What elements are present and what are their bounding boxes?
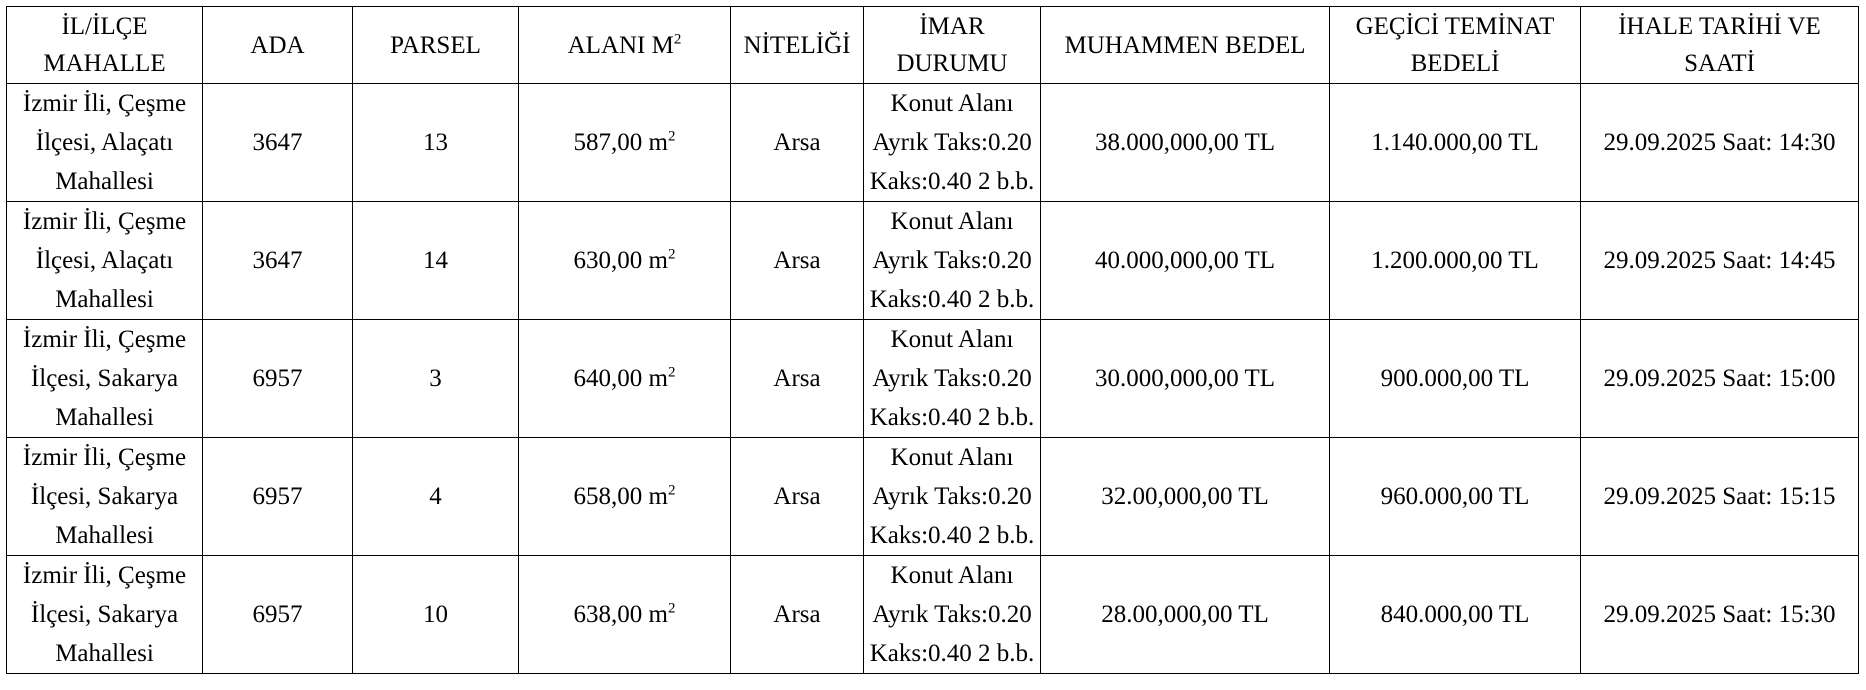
header-ada bbox=[203, 7, 353, 84]
location-line2: İlçesi, Alaçatı bbox=[35, 247, 174, 274]
alan-value: 658,00 m bbox=[573, 483, 668, 510]
cell-teminat: 960.000,00 TL bbox=[1330, 438, 1581, 556]
cell-parsel: 4 bbox=[353, 438, 519, 556]
cell-ada: 3647 bbox=[203, 202, 353, 320]
cell-imar bbox=[864, 202, 1041, 320]
header-imar-line2: DURUMU bbox=[896, 50, 1008, 77]
table-body bbox=[7, 84, 1859, 674]
location-line3: Mahallesi bbox=[55, 640, 154, 667]
cell-parsel: 10 bbox=[353, 556, 519, 674]
table-row bbox=[7, 202, 1859, 320]
alan-sup: 2 bbox=[667, 128, 676, 145]
cell-nitelik: Arsa bbox=[731, 438, 864, 556]
location-line1: İzmir İli, Çeşme bbox=[22, 208, 187, 235]
cell-alan bbox=[519, 438, 731, 556]
header-bedel-label: MUHAMMEN BEDEL bbox=[1064, 31, 1306, 59]
location-line2: İlçesi, Sakarya bbox=[30, 483, 179, 510]
header-alan bbox=[519, 7, 731, 84]
cell-parsel: 3 bbox=[353, 320, 519, 438]
cell-ada: 3647 bbox=[203, 84, 353, 202]
cell-alan bbox=[519, 556, 731, 674]
alan-sup: 2 bbox=[667, 246, 676, 263]
header-teminat-line2: BEDELİ bbox=[1410, 50, 1500, 77]
imar-line2: Ayrık Taks:0.20 bbox=[872, 129, 1032, 156]
imar-line3: Kaks:0.40 2 b.b. bbox=[869, 404, 1035, 431]
header-nitelik-label: NİTELİĞİ bbox=[743, 31, 851, 59]
imar-line3: Kaks:0.40 2 b.b. bbox=[869, 522, 1035, 549]
cell-teminat: 1.200.000,00 TL bbox=[1330, 202, 1581, 320]
location-line3: Mahallesi bbox=[55, 404, 154, 431]
cell-nitelik: Arsa bbox=[731, 556, 864, 674]
location-line1: İzmir İli, Çeşme bbox=[22, 90, 187, 117]
header-tarih bbox=[1581, 7, 1859, 84]
cell-parsel: 13 bbox=[353, 84, 519, 202]
table-row bbox=[7, 84, 1859, 202]
alan-sup: 2 bbox=[667, 482, 676, 499]
cell-teminat: 900.000,00 TL bbox=[1330, 320, 1581, 438]
header-nitelik bbox=[731, 7, 864, 84]
imar-line1: Konut Alanı bbox=[890, 444, 1014, 471]
cell-imar bbox=[864, 438, 1041, 556]
cell-nitelik: Arsa bbox=[731, 84, 864, 202]
cell-location bbox=[7, 438, 203, 556]
location-line2: İlçesi, Alaçatı bbox=[35, 129, 174, 156]
cell-imar bbox=[864, 84, 1041, 202]
cell-location bbox=[7, 84, 203, 202]
cell-imar bbox=[864, 320, 1041, 438]
header-row bbox=[7, 7, 1859, 84]
header-parsel bbox=[353, 7, 519, 84]
cell-tarih: 29.09.2025 Saat: 14:30 bbox=[1581, 84, 1859, 202]
cell-alan bbox=[519, 202, 731, 320]
cell-alan bbox=[519, 84, 731, 202]
table-row bbox=[7, 438, 1859, 556]
location-line1: İzmir İli, Çeşme bbox=[22, 444, 187, 471]
cell-ada: 6957 bbox=[203, 438, 353, 556]
header-tarih-line2: SAATİ bbox=[1684, 50, 1755, 77]
auction-table bbox=[6, 6, 1859, 674]
table-row bbox=[7, 320, 1859, 438]
header-location bbox=[7, 7, 203, 84]
cell-alan bbox=[519, 320, 731, 438]
imar-line3: Kaks:0.40 2 b.b. bbox=[869, 286, 1035, 313]
imar-line2: Ayrık Taks:0.20 bbox=[872, 365, 1032, 392]
cell-location bbox=[7, 202, 203, 320]
cell-teminat: 840.000,00 TL bbox=[1330, 556, 1581, 674]
header-alan-sup: 2 bbox=[673, 31, 682, 48]
cell-location bbox=[7, 556, 203, 674]
location-line2: İlçesi, Sakarya bbox=[30, 601, 179, 628]
cell-nitelik: Arsa bbox=[731, 202, 864, 320]
header-ada-label: ADA bbox=[250, 31, 305, 59]
cell-ada: 6957 bbox=[203, 320, 353, 438]
alan-sup: 2 bbox=[667, 600, 676, 617]
table-header bbox=[7, 7, 1859, 84]
imar-line3: Kaks:0.40 2 b.b. bbox=[869, 168, 1035, 195]
header-teminat-line1: GEÇİCİ TEMİNAT bbox=[1355, 13, 1555, 40]
header-bedel bbox=[1041, 7, 1330, 84]
table-row bbox=[7, 556, 1859, 674]
imar-line2: Ayrık Taks:0.20 bbox=[872, 247, 1032, 274]
header-parsel-label: PARSEL bbox=[390, 31, 481, 59]
cell-tarih: 29.09.2025 Saat: 15:00 bbox=[1581, 320, 1859, 438]
imar-line1: Konut Alanı bbox=[890, 208, 1014, 235]
location-line3: Mahallesi bbox=[55, 522, 154, 549]
imar-line2: Ayrık Taks:0.20 bbox=[872, 483, 1032, 510]
location-line3: Mahallesi bbox=[55, 286, 154, 313]
cell-location bbox=[7, 320, 203, 438]
location-line3: Mahallesi bbox=[55, 168, 154, 195]
cell-parsel: 14 bbox=[353, 202, 519, 320]
imar-line1: Konut Alanı bbox=[890, 90, 1014, 117]
header-tarih-line1: İHALE TARİHİ VE bbox=[1618, 13, 1821, 40]
cell-imar bbox=[864, 556, 1041, 674]
cell-bedel: 32.00,000,00 TL bbox=[1041, 438, 1330, 556]
header-imar-line1: İMAR bbox=[919, 13, 985, 40]
cell-bedel: 38.000,000,00 TL bbox=[1041, 84, 1330, 202]
alan-sup: 2 bbox=[667, 364, 676, 381]
header-alan-label: ALANI M bbox=[567, 31, 674, 59]
cell-tarih: 29.09.2025 Saat: 14:45 bbox=[1581, 202, 1859, 320]
imar-line1: Konut Alanı bbox=[890, 326, 1014, 353]
imar-line1: Konut Alanı bbox=[890, 562, 1014, 589]
alan-value: 640,00 m bbox=[573, 365, 668, 392]
alan-value: 630,00 m bbox=[573, 247, 668, 274]
alan-value: 638,00 m bbox=[573, 601, 668, 628]
alan-value: 587,00 m bbox=[573, 129, 668, 156]
cell-bedel: 40.000,000,00 TL bbox=[1041, 202, 1330, 320]
cell-ada: 6957 bbox=[203, 556, 353, 674]
imar-line2: Ayrık Taks:0.20 bbox=[872, 601, 1032, 628]
header-teminat bbox=[1330, 7, 1581, 84]
header-location-line2: MAHALLE bbox=[43, 50, 166, 77]
cell-bedel: 30.000,000,00 TL bbox=[1041, 320, 1330, 438]
imar-line3: Kaks:0.40 2 b.b. bbox=[869, 640, 1035, 667]
header-imar bbox=[864, 7, 1041, 84]
location-line1: İzmir İli, Çeşme bbox=[22, 326, 187, 353]
location-line1: İzmir İli, Çeşme bbox=[22, 562, 187, 589]
cell-bedel: 28.00,000,00 TL bbox=[1041, 556, 1330, 674]
location-line2: İlçesi, Sakarya bbox=[30, 365, 179, 392]
header-location-line1: İL/İLÇE bbox=[61, 13, 148, 40]
cell-tarih: 29.09.2025 Saat: 15:30 bbox=[1581, 556, 1859, 674]
cell-tarih: 29.09.2025 Saat: 15:15 bbox=[1581, 438, 1859, 556]
cell-nitelik: Arsa bbox=[731, 320, 864, 438]
cell-teminat: 1.140.000,00 TL bbox=[1330, 84, 1581, 202]
